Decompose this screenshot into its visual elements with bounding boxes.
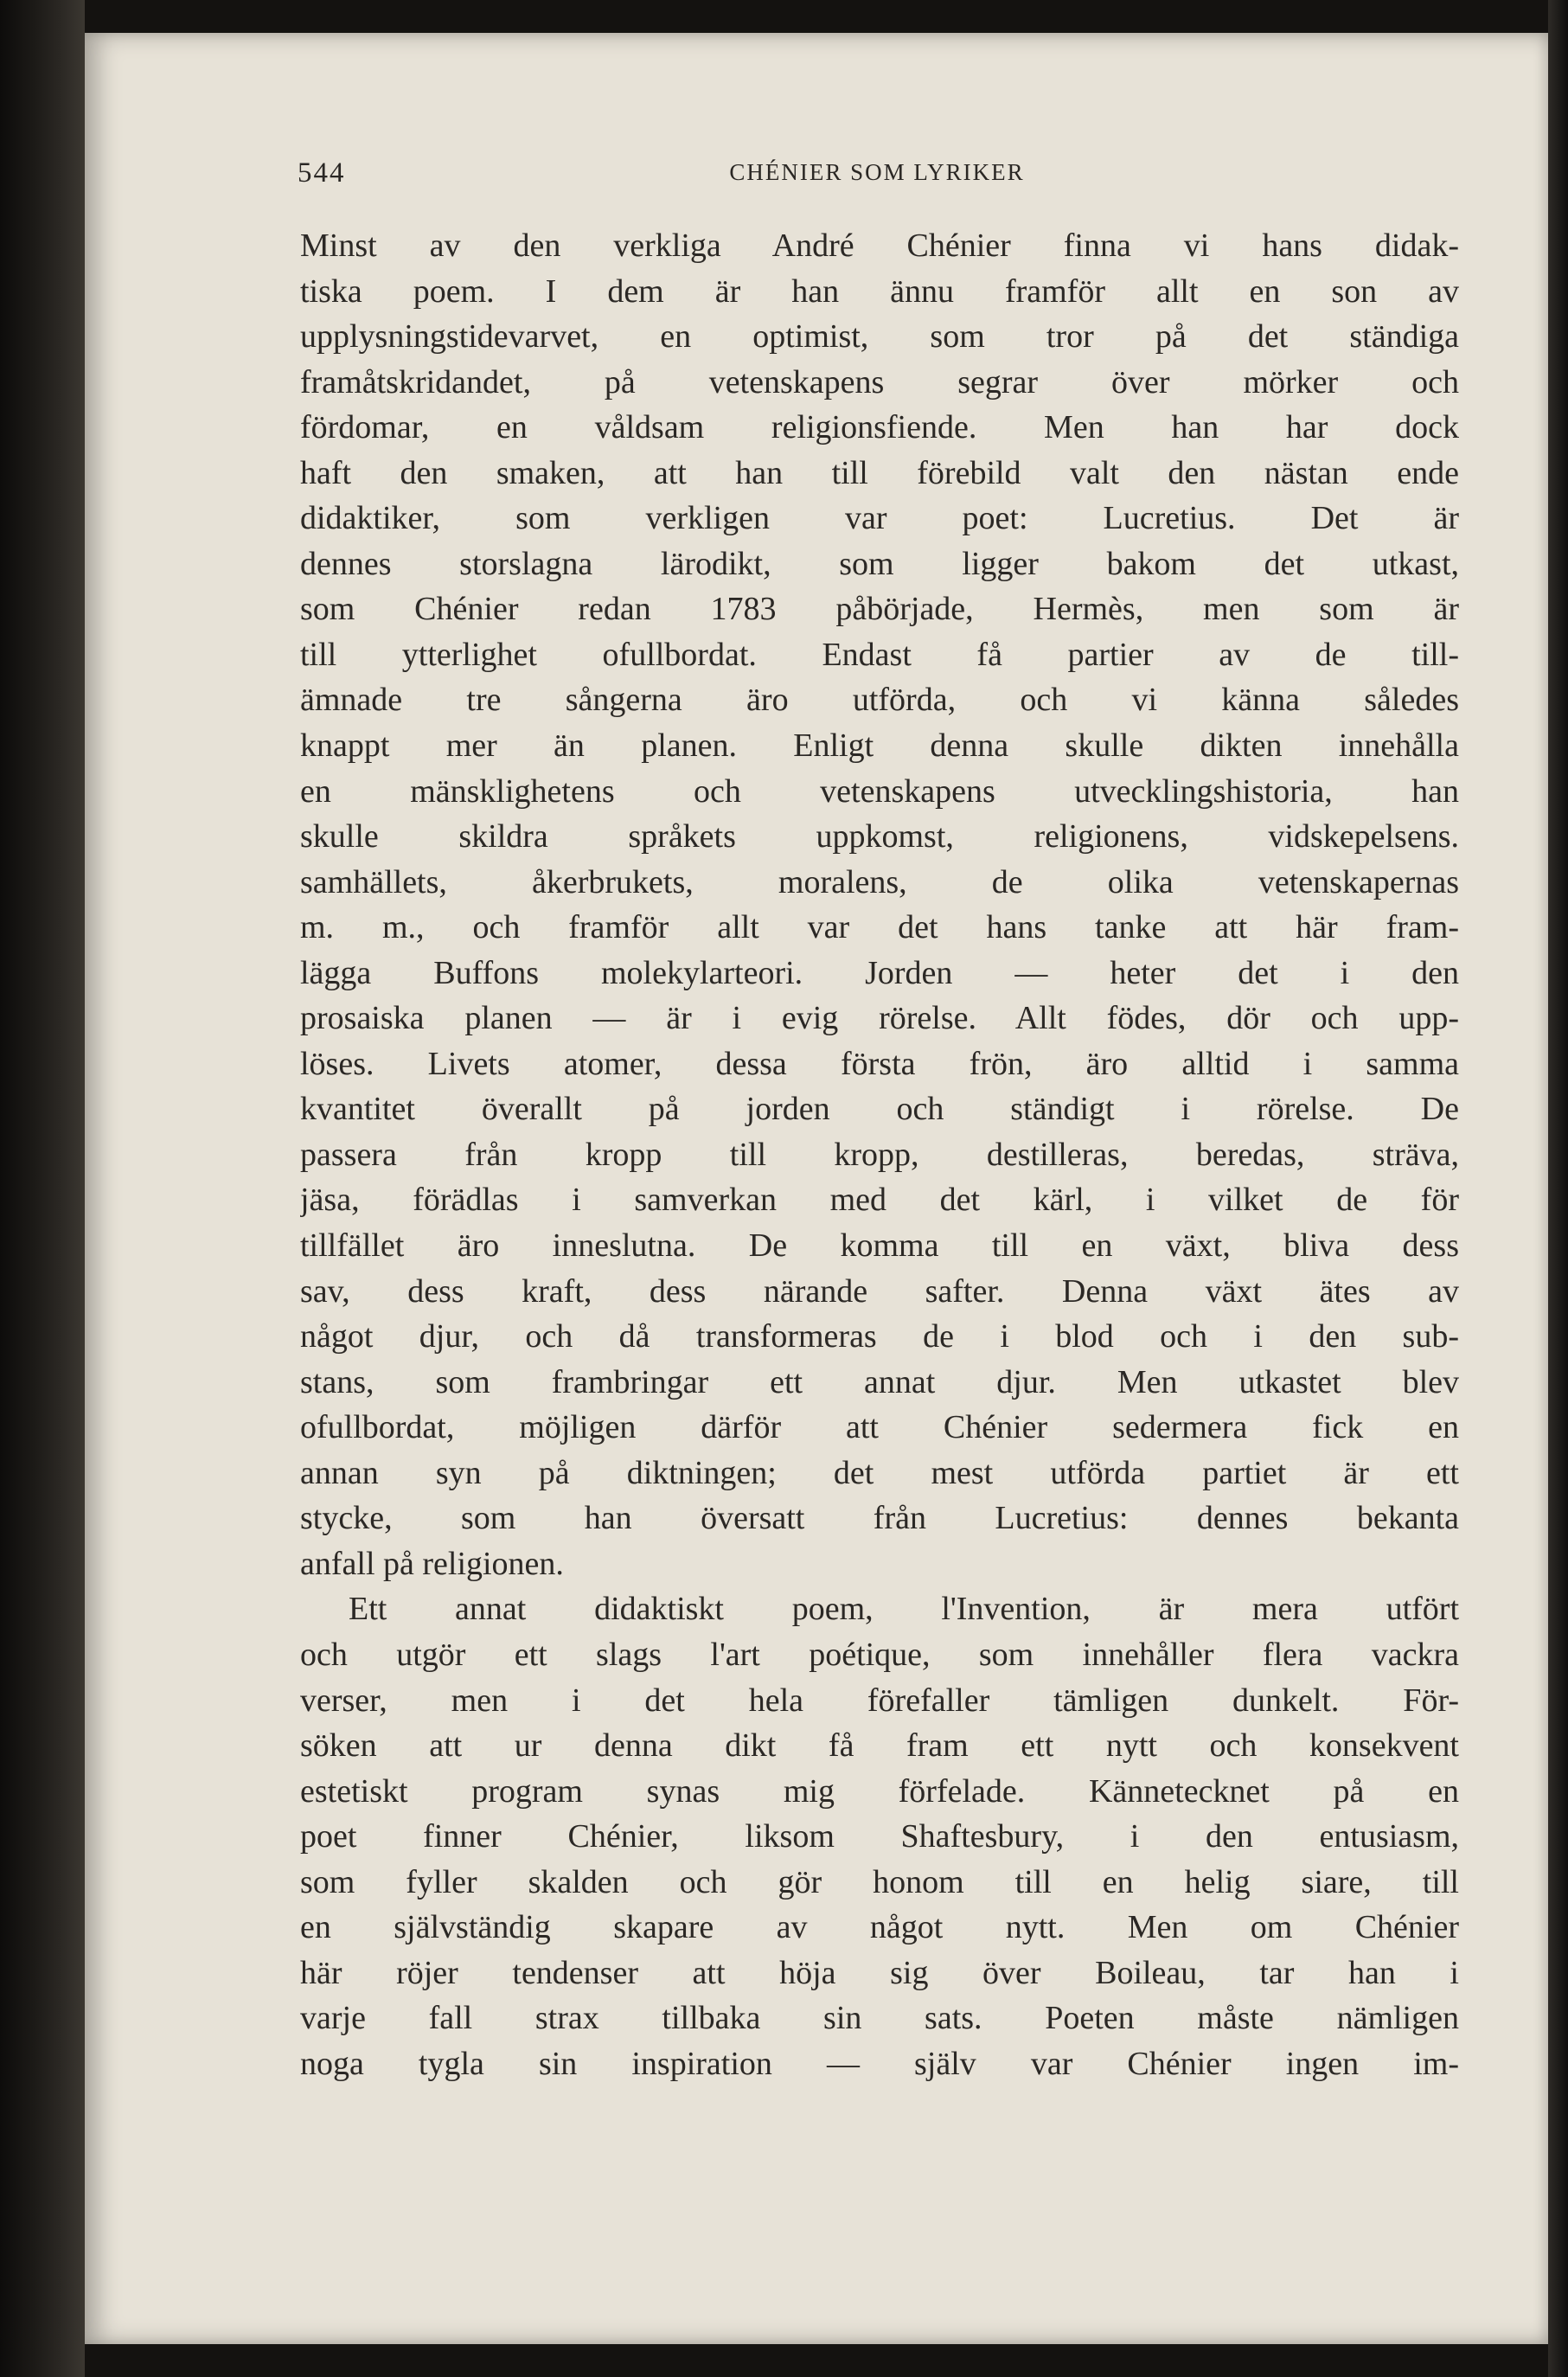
text-line: samhällets, åkerbrukets, moralens, de olika vetenskapernas — [300, 863, 1459, 900]
text-line: löses. Livets atomer, dessa första frön, äro alltid i samma — [300, 1045, 1459, 1082]
text-line: ofullbordat, möjligen därför att Chénier sedermera fick en — [300, 1409, 1459, 1446]
text-line: verser, men i det hela förefaller tämligen dunkelt. För- — [300, 1682, 1459, 1719]
text-line: tillfället äro inneslutna. De komma till en växt, bliva dess — [300, 1227, 1459, 1265]
text-line: här röjer tendenser att höja sig över Boileau, tar han i — [300, 1954, 1459, 1991]
text-line: en självständig skapare av något nytt. Men om Chénier — [300, 1909, 1459, 1946]
text-line: dennes storslagna lärodikt, som ligger bakom det utkast, — [300, 545, 1459, 582]
text-line: knappt mer än planen. Enligt denna skulle dikten innehålla — [300, 727, 1459, 765]
text-line: kvantitet överallt på jorden och ständigt i rörelse. De — [300, 1091, 1459, 1128]
text-line: noga tygla sin inspiration — själv var Chénier ingen im- — [300, 2045, 1459, 2082]
text-line: stycke, som han översatt från Lucretius: dennes bekanta — [300, 1500, 1459, 1537]
text-line: annan syn på diktningen; det mest utförda partiet är ett — [300, 1454, 1459, 1491]
text-line: poet finner Chénier, liksom Shaftesbury, i den entusiasm, — [300, 1818, 1459, 1855]
text-line: jäsa, förädlas i samverkan med det kärl, i vilket de för — [300, 1182, 1459, 1219]
text-line: lägga Buffons molekylarteori. Jorden — heter det i den — [300, 954, 1459, 991]
text-line: anfall på religionen. — [300, 1545, 564, 1582]
text-line: sav, dess kraft, dess närande safter. Denna växt ätes av — [300, 1272, 1459, 1310]
text-line: didaktiker, som verkligen var poet: Lucretius. Det är — [300, 500, 1459, 537]
text-line: haft den smaken, att han till förebild valt den nästan ende — [300, 454, 1459, 491]
text-line: söken att ur denna dikt få fram ett nytt och konsekvent — [300, 1727, 1459, 1765]
running-title: CHÉNIER SOM LYRIKER — [729, 159, 1025, 185]
text-line: som Chénier redan 1783 påbörjade, Hermès, men som är — [300, 591, 1459, 628]
text-line: m. m., och framför allt var det hans tanke att här fram- — [300, 909, 1459, 946]
text-line: skulle skildra språkets uppkomst, religionens, vidskepelsens. — [300, 818, 1459, 855]
page-number: 544 — [298, 157, 346, 189]
book-binding-edge — [0, 0, 85, 2377]
text-line: ämnade tre sångerna äro utförda, och vi känna således — [300, 682, 1459, 719]
text-line: Minst av den verkliga André Chénier finna vi hans didak- — [300, 227, 1459, 264]
text-line: en mänsklighetens och vetenskapens utvecklingshistoria, han — [300, 772, 1459, 810]
text-line: och utgör ett slags l'art poétique, som innehåller flera vackra — [300, 1636, 1459, 1673]
text-line: prosaiska planen — är i evig rörelse. Allt födes, dör och upp- — [300, 1000, 1459, 1037]
text-line: till ytterlighet ofullbordat. Endast få partier av de till- — [300, 636, 1459, 673]
text-line: stans, som frambringar ett annat djur. Men utkastet blev — [300, 1363, 1459, 1400]
text-line: upplysningstidevarvet, en optimist, som tror på det ständiga — [300, 318, 1459, 356]
text-line: något djur, och då transformeras de i blod och i den sub- — [300, 1318, 1459, 1355]
text-line: som fyller skalden och gör honom till en helig siare, till — [300, 1863, 1459, 1900]
text-line: varje fall strax tillbaka sin sats. Poeten måste nämligen — [300, 2000, 1459, 2037]
text-line: fördomar, en våldsam religionsfiende. Men han har dock — [300, 409, 1459, 446]
running-head — [298, 157, 1456, 195]
text-line: tiska poem. I dem är han ännu framför allt en son av — [300, 272, 1459, 310]
text-line: passera från kropp till kropp, destilleras, beredas, sträva, — [300, 1136, 1459, 1173]
body-text — [300, 223, 1459, 2086]
page-right-edge — [1548, 0, 1568, 2377]
text-line: estetiskt program synas mig förfelade. Kännetecknet på en — [300, 1772, 1459, 1810]
text-line: framåtskridandet, på vetenskapens segrar över mörker och — [300, 363, 1459, 400]
text-line: Ett annat didaktiskt poem, l'Invention, är mera utfört — [349, 1591, 1459, 1628]
